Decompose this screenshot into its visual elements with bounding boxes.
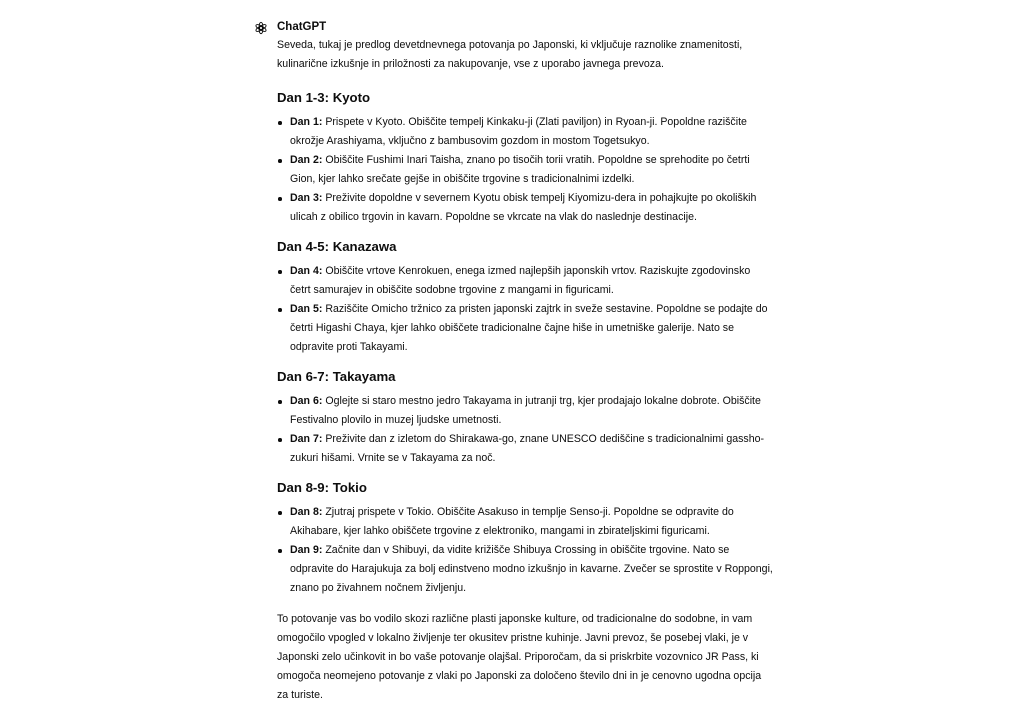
day-description: Prispete v Kyoto. Obiščite tempelj Kinkaku-ji (Zlati paviljon) in Ryoan-ji. Popoldne raziščite okrožje Arashiyama, vključno z bambusovim gozdom in mostom Togetsukyo. — [290, 116, 747, 147]
intro-paragraph: Seveda, tukaj je predlog devetdnevnega potovanja po Japonski, ki vključuje raznolike znamenitosti, kulinarične izkušnje in priložnosti za nakupovanje, vse z uporabo javnega prevoza. — [277, 39, 743, 70]
day-description: Zjutraj prispete v Tokio. Obiščite Asakuso in templje Senso-ji. Popoldne se odpravite do Akihabare, kjer lahko obiščete trgovine z elektroniko, mangami in zbirateljskimi figuricami. — [290, 506, 734, 537]
list-item — [277, 430, 773, 468]
day-list — [277, 392, 773, 468]
day-description: Obiščite vrtove Kenrokuen, enega izmed najlepših japonskih vrtov. Raziskujte zgodovinsko četrt samurajev in obiščite sodobne trgovine z mangami in figuricami. — [290, 265, 751, 296]
author-name: ChatGPT — [277, 21, 327, 33]
day-label: Dan 6: — [290, 395, 323, 407]
section-heading: Dan 1-3: Kyoto — [277, 90, 371, 105]
section-heading: Dan 6-7: Takayama — [277, 369, 396, 384]
day-description: Raziščite Omicho tržnico za pristen japonski zajtrk in sveže sestavine. Popoldne se podajte do četrti Higashi Chaya, kjer lahko obiščete tradicionalne čajne hiše in umetniške galerije. Nato se odpravite proti Takayami. — [290, 303, 768, 353]
list-item — [277, 300, 773, 357]
day-label: Dan 7: — [290, 433, 323, 445]
list-item — [277, 151, 773, 189]
day-description: Začnite dan v Shibuyi, da vidite križišče Shibuya Crossing in obiščite trgovine. Nato se odpravite do Harajukuja za bolj edinstveno modno izkušnjo in kavarne. Zvečer se sprostite v Roppongi, znano po živahnem nočnem življenju. — [290, 544, 773, 594]
list-item — [277, 262, 773, 300]
day-label: Dan 3: — [290, 192, 323, 204]
openai-logo-icon — [253, 20, 268, 35]
itinerary-sections — [277, 88, 773, 598]
day-description: Obiščite Fushimi Inari Taisha, znano po tisočih torii vratih. Popoldne se sprehodite po četrti Gion, kjer lahko srečate gejše in obiščite trgovine s tradicionalnimi izdelki. — [290, 154, 750, 185]
day-label: Dan 2: — [290, 154, 323, 166]
day-label: Dan 8: — [290, 506, 323, 518]
list-item — [277, 113, 773, 151]
day-label: Dan 5: — [290, 303, 323, 315]
list-item — [277, 392, 773, 430]
day-label: Dan 4: — [290, 265, 323, 277]
message-body — [277, 36, 773, 705]
day-list — [277, 113, 773, 227]
outro-paragraph: To potovanje vas bo vodilo skozi različne plasti japonske kulture, od tradicionalne do sodobne, in vam omogočilo vpogled v lokalno življenje ter okusitev pristne kuhinje. Javni prevoz, še posebej vlaki, je v Japonski zelo učinkovit in bo vaše potovanje olajšal. Priporočam, da si priskrbite vozovnico JR Pass, ki omogoča neomejeno potovanje z vlaki po Japonski za določeno število dni in je cenovno ugodna opcija za turiste. — [277, 613, 762, 701]
day-label: Dan 1: — [290, 116, 323, 128]
list-item — [277, 189, 773, 227]
day-list — [277, 503, 773, 598]
day-description: Preživite dan z izletom do Shirakawa-go, znane UNESCO dediščine s tradicionalnimi gassho-zukuri hišami. Vrnite se v Takayama za noč. — [290, 433, 765, 464]
message-content — [277, 18, 773, 705]
section-heading: Dan 8-9: Tokio — [277, 480, 367, 495]
day-description: Preživite dopoldne v severnem Kyotu obisk tempelj Kiyomizu-dera in pohajkujte po okoliških ulicah z obilico trgovin in kavarn. Popoldne se vkrcate na vlak do naslednje destinacije. — [290, 192, 757, 223]
day-label: Dan 9: — [290, 544, 323, 556]
list-item — [277, 541, 773, 598]
day-list — [277, 262, 773, 357]
day-description: Oglejte si staro mestno jedro Takayama in jutranji trg, kjer prodajajo lokalne dobrote. Obiščite Festivalno plovilo in muzej ljudske umetnosti. — [290, 395, 761, 426]
section-heading: Dan 4-5: Kanazawa — [277, 239, 397, 254]
list-item — [277, 503, 773, 541]
